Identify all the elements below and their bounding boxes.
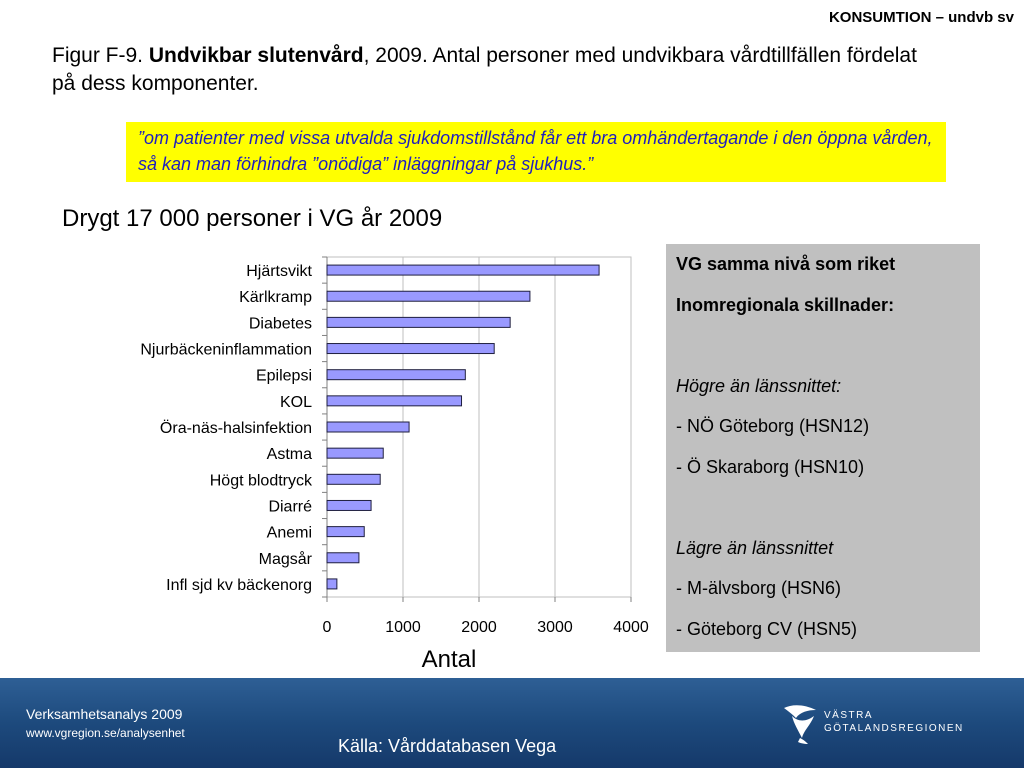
logo-line1: VÄSTRA: [824, 710, 874, 721]
side-panel: [666, 244, 980, 652]
category-label: Epilepsi: [255, 367, 312, 385]
side-panel-line2: Inomregionala skillnader:: [676, 294, 895, 315]
x-tick-label: 1000: [385, 619, 421, 636]
category-label: Magsår: [258, 550, 312, 568]
bar: [327, 474, 380, 484]
footer-org: Verksamhetsanalys 2009: [26, 706, 183, 722]
x-tick-label: 2000: [461, 619, 497, 636]
category-label: Kärlkramp: [239, 289, 312, 307]
lower-heading: Lägre än länssnittet: [676, 537, 834, 558]
footer-url[interactable]: www.vgregion.se/analysenhet: [26, 726, 185, 740]
bar: [327, 500, 371, 510]
bar: [327, 448, 383, 458]
higher-item: - Ö Skaraborg (HSN10): [676, 456, 865, 477]
bar: [327, 422, 409, 432]
category-label: Astma: [266, 446, 312, 464]
category-label: Öra-näs-halsinfektion: [159, 420, 312, 437]
x-tick-label: 4000: [613, 619, 649, 636]
bar: [327, 579, 337, 589]
x-tick-label: 0: [322, 619, 332, 636]
bar: [327, 370, 465, 380]
category-label: Njurbäckeninflammation: [140, 341, 312, 359]
bar: [327, 396, 462, 406]
category-label: Infl sjd kv bäckenorg: [166, 576, 312, 594]
lower-item: - Göteborg CV (HSN5): [676, 618, 858, 639]
side-panel-line1: VG samma nivå som riket: [676, 254, 896, 274]
bar: [327, 344, 494, 354]
footer-bar: [0, 678, 1024, 768]
category-label: Anemi: [266, 524, 312, 542]
logo-line2: GÖTALANDSREGIONEN: [824, 723, 964, 734]
footer-source: Källa: Vårddatabasen Vega: [338, 736, 557, 756]
figure-title-prefix: Figur F-9.: [52, 44, 149, 67]
bar: [327, 553, 359, 563]
category-label: Diarré: [268, 498, 312, 516]
side-panel-spacer: [676, 331, 970, 372]
bar: [327, 527, 364, 537]
x-axis-title: Antal: [421, 646, 477, 673]
category-label: KOL: [279, 393, 312, 411]
figure-title-suffix: , 2009. Antal personer med undvikbara vårdtillfällen fördelat på dess komponenter.: [52, 44, 917, 95]
higher-item: - NÖ Göteborg (HSN12): [676, 416, 870, 436]
figure-title-bold: Undvikbar slutenvård: [148, 44, 364, 67]
chart-heading: Drygt 17 000 personer i VG år 2009: [62, 205, 443, 232]
bar: [327, 265, 599, 275]
quote-box: ”om patienter med vissa utvalda sjukdomstillstånd får ett bra omhändertagande i den öppna vården, så kan man förhindra ”onödiga” inläggningar på sjukhus.”: [126, 122, 946, 182]
x-tick-label: 3000: [537, 619, 573, 636]
category-label: Högt blodtryck: [209, 472, 312, 490]
bar: [327, 291, 530, 301]
vgr-swirl-logo-icon: [782, 702, 822, 746]
higher-heading: Högre än länssnittet:: [676, 375, 842, 396]
bar: [327, 317, 510, 327]
category-label: Diabetes: [248, 315, 312, 333]
section-tag: KONSUMTION – undvb sv: [828, 9, 1014, 26]
category-label: Hjärtsvikt: [246, 263, 312, 281]
logo-text: [824, 709, 964, 735]
vgr-logo: [782, 702, 972, 746]
side-panel-spacer: [676, 493, 970, 534]
lower-item: - M-älvsborg (HSN6): [676, 578, 842, 598]
